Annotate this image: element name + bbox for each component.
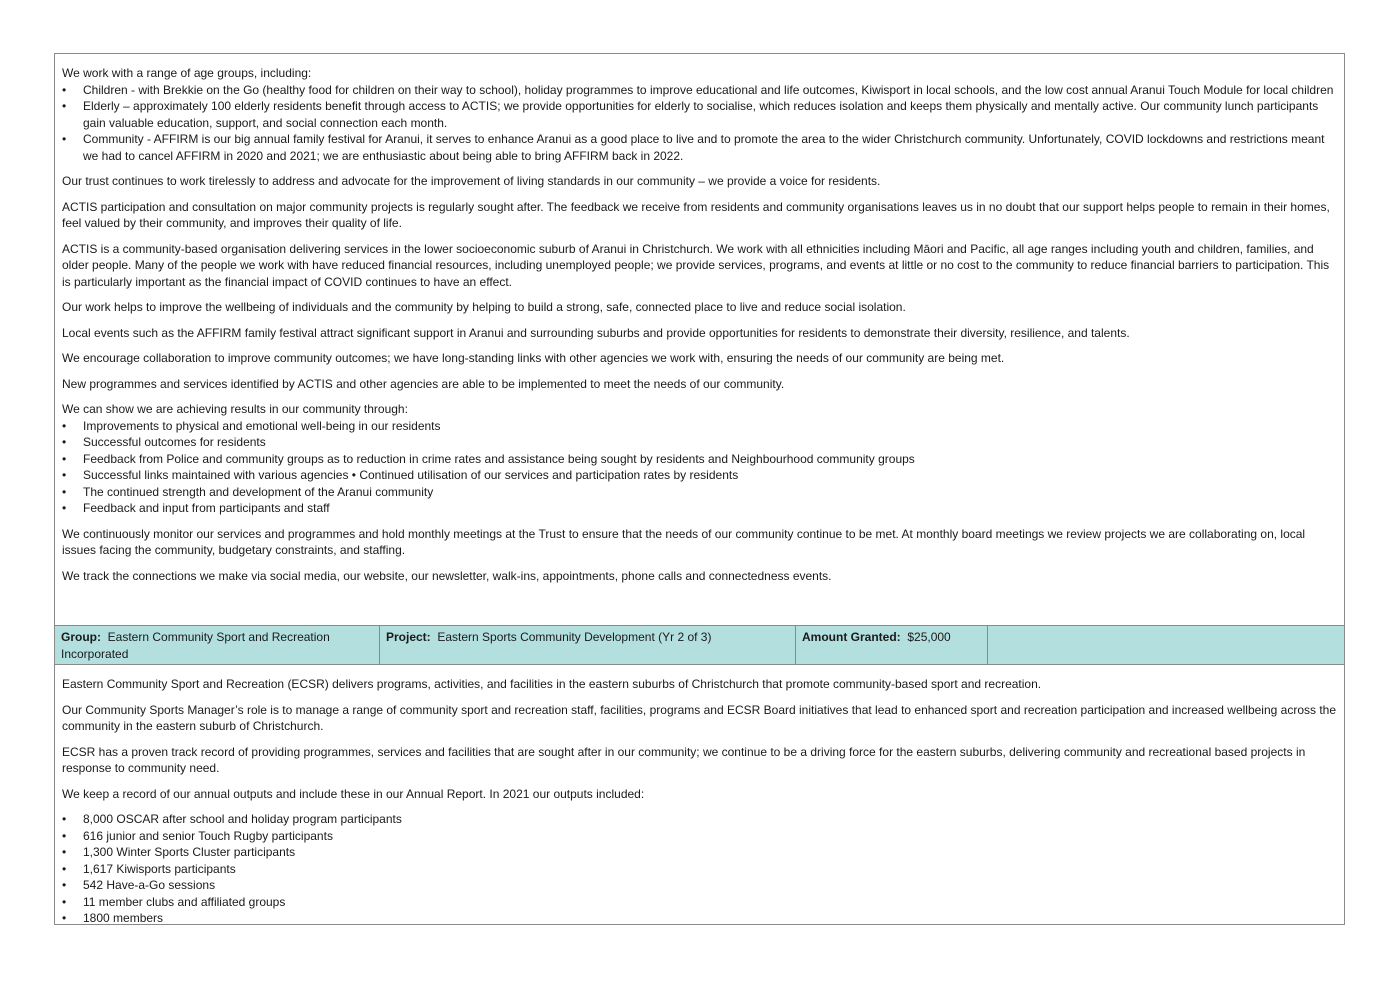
list-item: • Children - with Brekkie on the Go (healthy food for children on their way to school), holiday programmes to improve educational and life outcomes, Kiwisport in local schools, and the low cost annual Aranui Touch Module for local children [62, 82, 1334, 97]
list-item: • Feedback from Police and community groups as to reduction in crime rates and assistance being sought by residents and Neighbourhood community groups [62, 451, 915, 466]
list-item: • The continued strength and development of the Aranui community [62, 484, 434, 499]
list-item: • 1800 members [62, 911, 164, 925]
paragraph: ACTIS is a community-based organisation delivering services in the lower socioeconomic suburb of Aranui in Christchurch. We work with all ethnicities including Māori and Pacific, all age ranges including youth and children, families, and older people. Many of the people we work with have reduced financial resources, including unemployed people; we provide services, programs, and events at little or no cost to the community to reduce financial barriers to participation. This is particularly important as the financial impact of COVID continues to have an effect. [62, 241, 1330, 289]
amount-value: $25,000 [907, 630, 951, 644]
paragraph: We continuously monitor our services and programmes and hold monthly meetings at the Trust to ensure that the needs of our community continue to be met. At monthly board meetings we review projects we are collaborating on, local issues facing the community, budgetary constraints, and staffing. [62, 526, 1306, 557]
grant-header-row [55, 625, 1344, 665]
list-item: • Improvements to physical and emotional well-being in our residents [62, 418, 441, 433]
results-intro: We can show we are achieving results in our community through: [62, 402, 408, 416]
list-item: • 1,300 Winter Sports Cluster participants [62, 845, 296, 859]
bullet-icon: • [62, 418, 67, 433]
amount-label: Amount Granted: [802, 630, 901, 644]
bullet-icon: • [62, 99, 67, 113]
paragraph: We keep a record of our annual outputs and include these in our Annual Report. In 2021 our outputs included: [62, 786, 645, 801]
list-item: • Elderly – approximately 100 elderly residents benefit through access to ACTIS; we provide opportunities for elderly to socialise, which reduces isolation and keeps them physically and mentally active. Our community lunch participants gain valuable education, support, and social connection each month. [62, 99, 1319, 130]
ecsr-narrative-cell [55, 665, 1344, 924]
bullet-icon: • [62, 911, 67, 925]
list-item: • Successful links maintained with various agencies • Continued utilisation of our services and participation rates by residents [62, 468, 739, 482]
bullet-icon: • [62, 845, 67, 859]
age-groups-list [62, 82, 1337, 165]
list-item: • 8,000 OSCAR after school and holiday program participants [62, 812, 402, 826]
age-groups-intro: We work with a range of age groups, including: [62, 66, 312, 80]
project-label: Project: [386, 630, 431, 644]
bullet-icon: • [62, 132, 67, 146]
results-list [62, 418, 1337, 517]
actis-narrative-cell [55, 54, 1344, 625]
outputs-list [62, 811, 1337, 927]
group-value: Eastern Community Sport and Recreation Incorporated [61, 630, 330, 661]
project-cell [380, 626, 796, 664]
project-value: Eastern Sports Community Development (Yr 2 of 3) [437, 630, 712, 644]
paragraph: We encourage collaboration to improve community outcomes; we have long-standing links with other agencies we work with, ensuring the needs of our community are being met. [62, 351, 1005, 365]
paragraph: Our Community Sports Manager’s role is to manage a range of community sport and recreation staff, facilities, programs and ECSR Board initiatives that lead to enhanced sport and recreation participation and increased wellbeing across the community in the eastern suburb of Christchurch. [62, 702, 1337, 733]
list-item: • Feedback and input from participants and staff [62, 501, 330, 515]
list-item: • 1,617 Kiwisports participants [62, 861, 236, 876]
bullet-icon: • [62, 878, 67, 892]
bullet-icon: • [62, 468, 67, 482]
bullet-icon: • [62, 82, 67, 97]
list-item: • Successful outcomes for residents [62, 435, 266, 449]
bullet-icon: • [62, 484, 67, 499]
paragraph: New programmes and services identified by ACTIS and other agencies are able to be implemented to meet the needs of our community. [62, 376, 785, 391]
group-cell [55, 626, 380, 664]
paragraph: Our trust continues to work tirelessly to address and advocate for the improvement of living standards in our community – we provide a voice for residents. [62, 174, 881, 188]
bullet-icon: • [62, 861, 67, 876]
empty-cell [988, 626, 1344, 664]
list-item: • 11 member clubs and affiliated groups [62, 894, 286, 909]
bullet-icon: • [62, 828, 67, 843]
paragraph: ECSR has a proven track record of providing programmes, services and facilities that are sought after in our community; we continue to be a driving force for the eastern suburbs, delivering community and recreational based projects in response to community need. [62, 744, 1306, 775]
paragraph: We track the connections we make via social media, our website, our newsletter, walk-ins, appointments, phone calls and connectedness events. [62, 568, 832, 583]
list-item: • 542 Have-a-Go sessions [62, 878, 216, 892]
list-item: • 616 junior and senior Touch Rugby participants [62, 828, 333, 843]
amount-cell [796, 626, 988, 664]
bullet-icon: • [62, 451, 67, 466]
paragraph: ACTIS participation and consultation on major community projects is regularly sought after. The feedback we receive from residents and community organisations leaves us in no doubt that our support helps people to remain in their homes, feel valued by their community, and improves their quality of life. [62, 199, 1330, 230]
paragraph: Eastern Community Sport and Recreation (ECSR) delivers programs, activities, and facilities in the eastern suburbs of Christchurch that promote community-based sport and recreation. [62, 677, 1042, 691]
bullet-icon: • [62, 812, 67, 826]
paragraph: Our work helps to improve the wellbeing of individuals and the community by helping to build a strong, safe, connected place to live and reduce social isolation. [62, 300, 906, 314]
list-item: • Community - AFFIRM is our big annual family festival for Aranui, it serves to enhance Aranui as a good place to live and to promote the area to the wider Christchurch community. Unfortunately, COVID lockdowns and restrictions meant we had to cancel AFFIRM in 2020 and 2021; we are enthusiastic about being able to bring AFFIRM back in 2022. [62, 132, 1325, 163]
paragraph: Local events such as the AFFIRM family festival attract significant support in Aranui and surrounding suburbs and provide opportunities for residents to demonstrate their diversity, resilience, and talents. [62, 325, 1130, 340]
bullet-icon: • [62, 435, 67, 449]
funding-report-table [54, 53, 1345, 925]
bullet-icon: • [62, 501, 67, 515]
group-label: Group: [61, 630, 101, 644]
bullet-icon: • [62, 894, 67, 909]
